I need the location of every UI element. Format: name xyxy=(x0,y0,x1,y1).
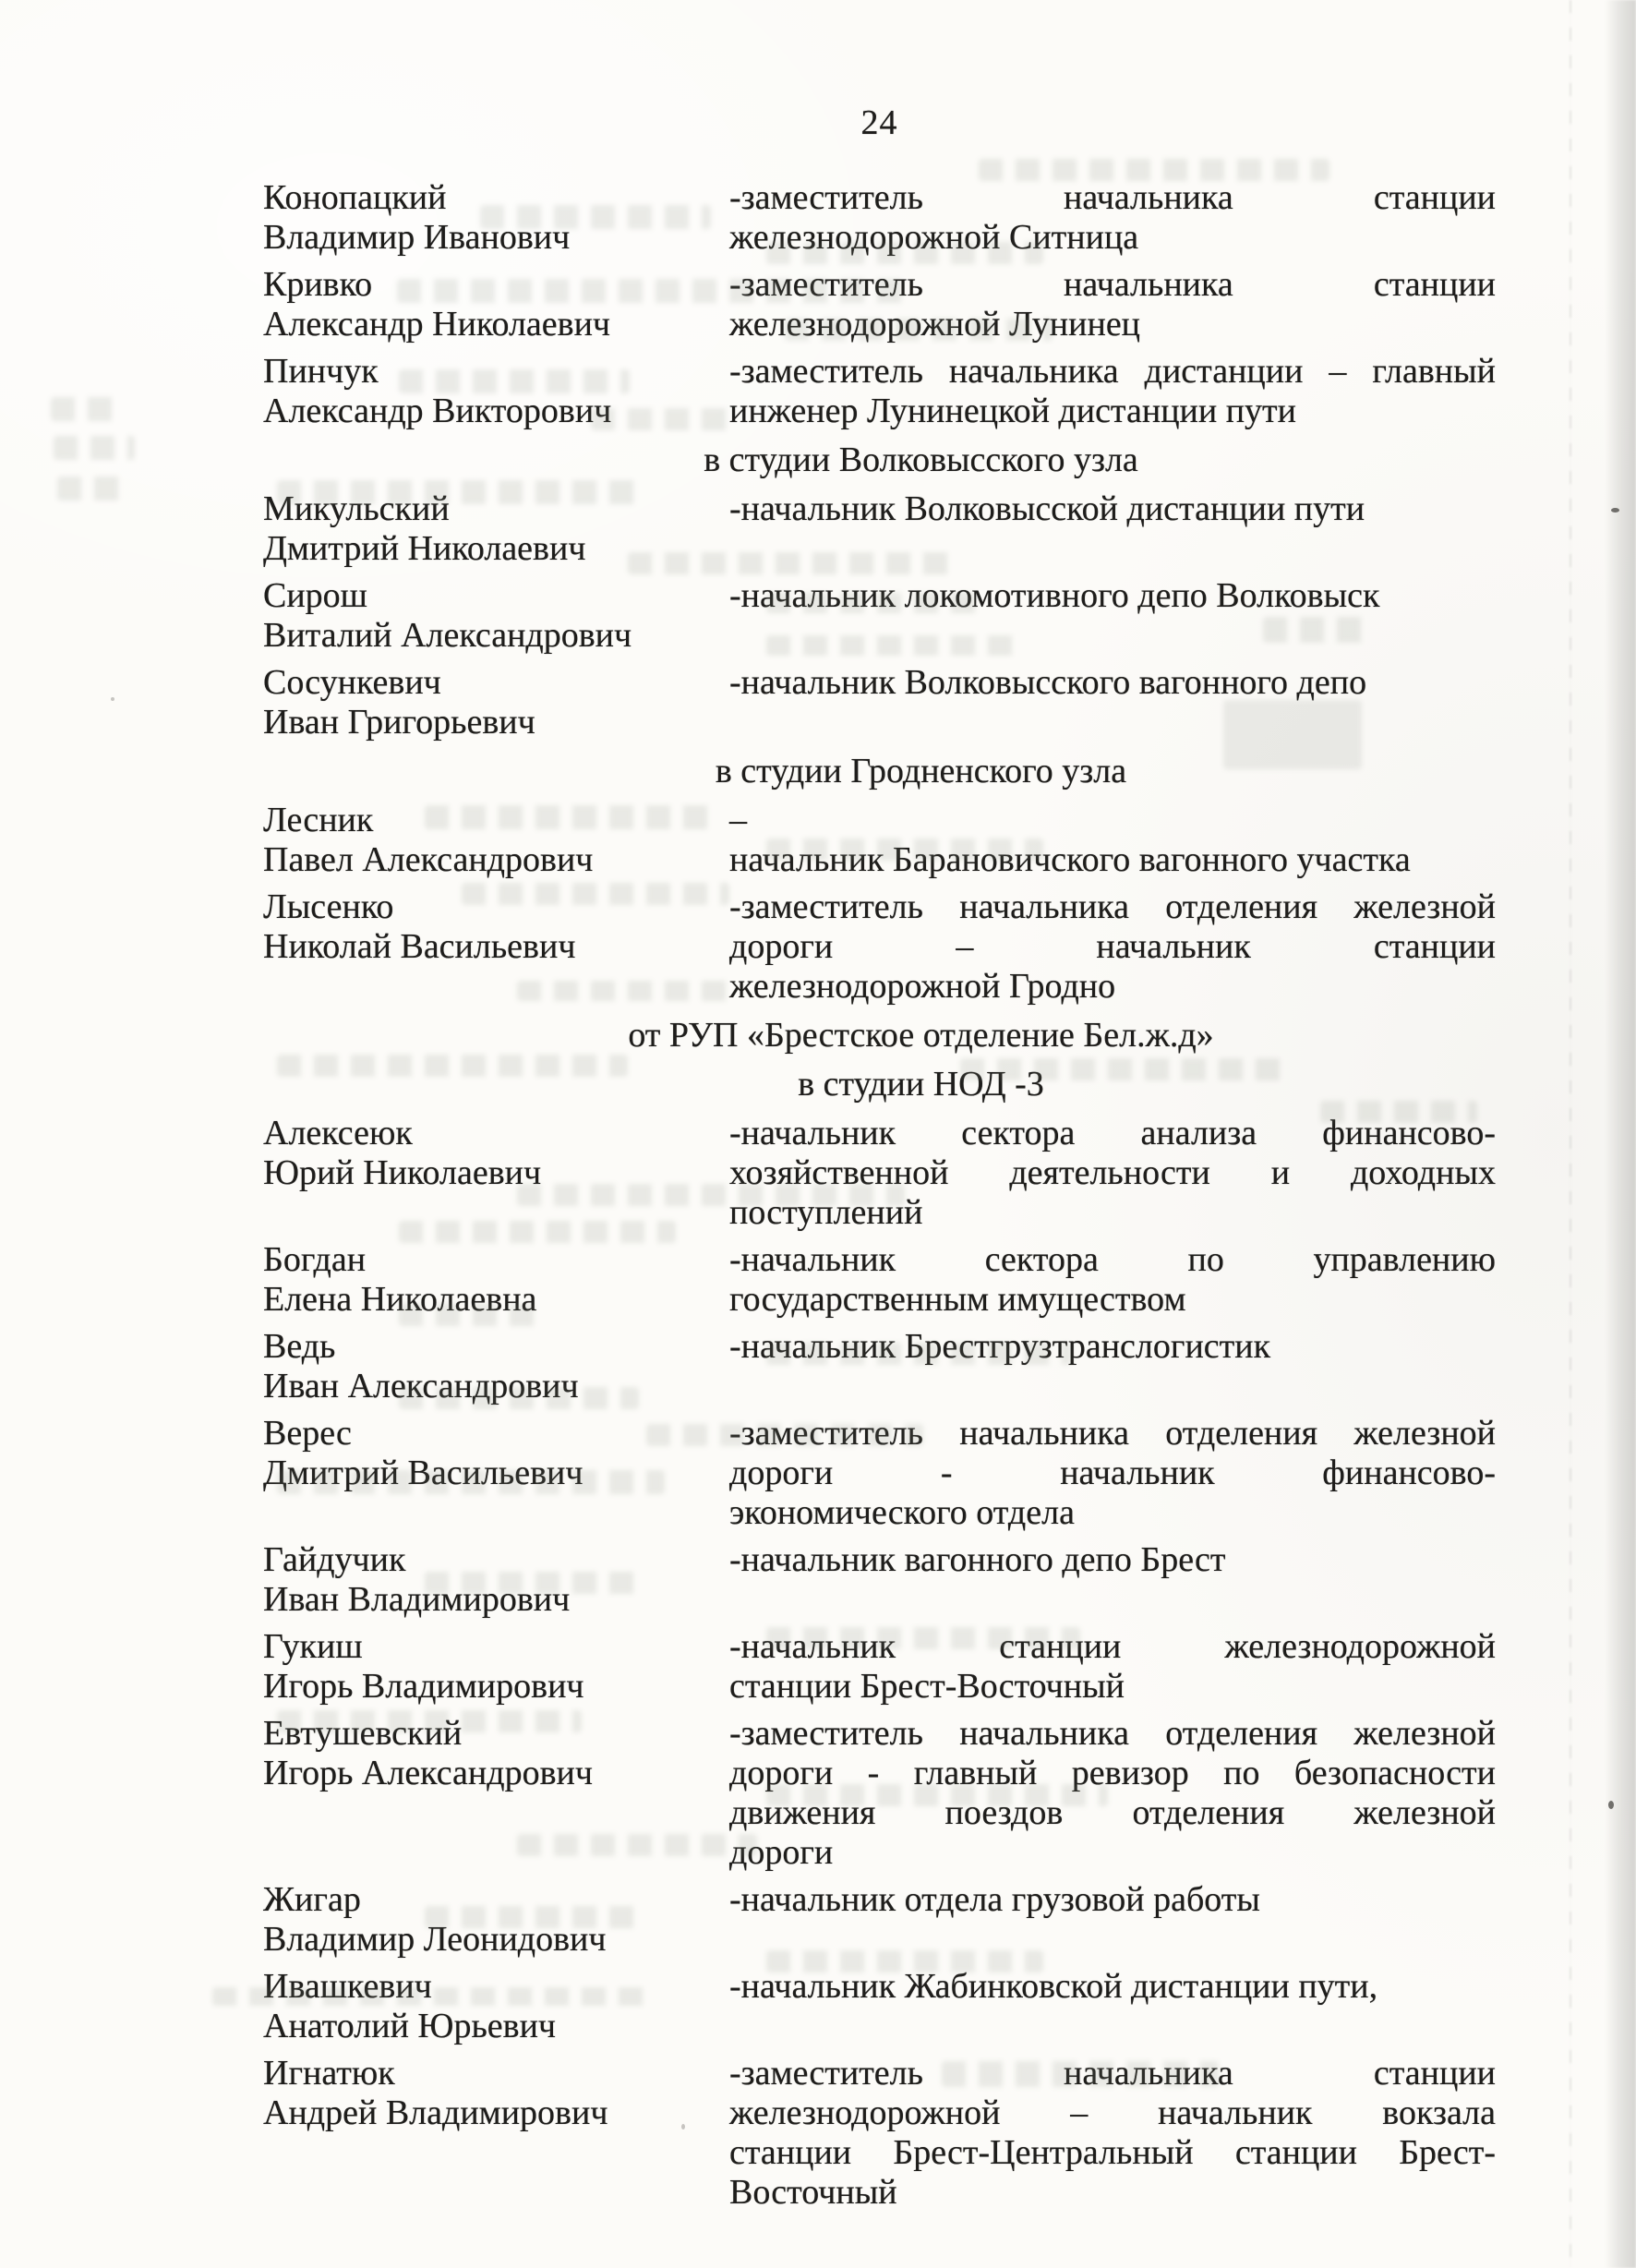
position-description xyxy=(729,1880,1496,1960)
position-description-line: -начальник вагонного депо Брест xyxy=(729,1540,1226,1579)
person-name-line: Виталий Александрович xyxy=(263,616,632,655)
person-name-line: Анатолий Юрьевич xyxy=(263,2007,557,2045)
position-description-line: хозяйственной деятельности и доходных xyxy=(729,1153,1496,1192)
directory-entry xyxy=(263,1327,1496,1406)
position-description xyxy=(729,576,1496,656)
section-heading: в студии НОД -3 xyxy=(798,1065,1044,1104)
position-description-line: -начальник Жабинковской дистанции пути, xyxy=(729,1967,1378,2006)
position-description xyxy=(729,887,1496,1007)
directory-entry xyxy=(263,1414,1496,1533)
person-name-line: Александр Викторович xyxy=(263,392,612,430)
person-name-line: Гайдучик xyxy=(263,1540,406,1579)
position-description-line: -начальник локомотивного депо Волковыск xyxy=(729,576,1380,615)
person-name-line: Иван Владимирович xyxy=(263,1580,571,1619)
position-description xyxy=(729,1327,1496,1406)
directory-entry xyxy=(263,1540,1496,1620)
person-name xyxy=(263,1880,729,1960)
person-name-line: Андрей Владимирович xyxy=(263,2093,608,2132)
person-name xyxy=(263,576,729,656)
position-description-line: дороги xyxy=(729,1833,834,1872)
position-description-line: -начальник отдела грузовой работы xyxy=(729,1880,1260,1919)
position-description xyxy=(729,178,1496,258)
position-description-line: -начальник сектора по управлению xyxy=(729,1240,1496,1279)
person-name xyxy=(263,1327,729,1406)
person-name xyxy=(263,1540,729,1620)
position-description-line: станции Брест-Восточный xyxy=(729,1667,1125,1706)
person-name xyxy=(263,887,729,1007)
person-name xyxy=(263,178,729,258)
directory-entry xyxy=(263,801,1496,880)
position-description-line: -начальник Волковысского вагонного депо xyxy=(729,663,1367,702)
person-name xyxy=(263,265,729,344)
position-description-line: начальник Барановичского вагонного участка xyxy=(729,840,1411,879)
person-name-line: Иван Григорьевич xyxy=(263,703,535,742)
section-heading: в студии Гродненского узла xyxy=(715,752,1127,790)
person-name-line: Сосункевич xyxy=(263,663,441,702)
person-name-line: Евтушевский xyxy=(263,1714,463,1753)
position-description xyxy=(729,663,1496,742)
directory-entry xyxy=(263,489,1496,569)
position-description-line: -заместитель начальника станции xyxy=(729,178,1496,217)
person-name xyxy=(263,663,729,742)
position-description-line: экономического отдела xyxy=(729,1493,1075,1532)
scan-speck xyxy=(111,697,114,701)
person-name xyxy=(263,1627,729,1707)
position-description xyxy=(729,1967,1496,2046)
person-name-line: Иван Александрович xyxy=(263,1367,579,1405)
position-description-line: железнодорожной Гродно xyxy=(729,967,1116,1006)
position-description-line: дороги - начальник финансово- xyxy=(729,1454,1496,1492)
position-description-line: – xyxy=(729,801,747,839)
position-description xyxy=(729,1540,1496,1620)
position-description xyxy=(729,265,1496,344)
position-description-line: -заместитель начальника дистанции – главный xyxy=(729,352,1496,391)
person-name-line: Ведь xyxy=(263,1327,336,1366)
directory-entry xyxy=(263,178,1496,258)
person-name-line: Кривко xyxy=(263,265,373,304)
position-description xyxy=(729,1114,1496,1233)
directory-entry xyxy=(263,1114,1496,1233)
person-name xyxy=(263,1114,729,1233)
person-name xyxy=(263,489,729,569)
position-description xyxy=(729,1240,1496,1320)
position-description xyxy=(729,2054,1496,2213)
scan-speck xyxy=(1608,1801,1614,1809)
directory-entry xyxy=(263,1627,1496,1707)
position-description-line: железнодорожной Ситница xyxy=(729,218,1139,257)
page-number: 24 xyxy=(860,103,898,142)
directory-entry xyxy=(263,1880,1496,1960)
person-name-line: Ивашкевич xyxy=(263,1967,432,2006)
person-name xyxy=(263,1414,729,1533)
person-name-line: Дмитрий Васильевич xyxy=(263,1454,583,1492)
person-name-line: Александр Николаевич xyxy=(263,305,611,344)
scan-speck xyxy=(1611,508,1619,513)
person-name-line: Конопацкий xyxy=(263,178,447,217)
directory-entry xyxy=(263,1967,1496,2046)
position-description-line: поступлений xyxy=(729,1193,923,1232)
position-description-line: дороги – начальник станции xyxy=(729,927,1496,966)
person-name-line: Дмитрий Николаевич xyxy=(263,529,586,568)
person-name-line: Алексеюк xyxy=(263,1114,413,1152)
position-description xyxy=(729,1414,1496,1533)
position-description-line: Восточный xyxy=(729,2173,897,2212)
position-description xyxy=(729,352,1496,431)
person-name-line: Владимир Иванович xyxy=(263,218,571,257)
position-description-line: станции Брест-Центральный станции Брест- xyxy=(729,2133,1496,2172)
position-description xyxy=(729,489,1496,569)
person-name-line: Верес xyxy=(263,1414,352,1453)
position-description-line: -начальник сектора анализа финансово- xyxy=(729,1114,1496,1152)
position-description-line: дороги - главный ревизор по безопасности xyxy=(729,1754,1496,1792)
directory-rows xyxy=(263,178,1496,2213)
person-name xyxy=(263,1714,729,1873)
section-heading: в студии Волковысского узла xyxy=(704,440,1138,479)
position-description-line: -заместитель начальника станции xyxy=(729,265,1496,304)
person-name-line: Игорь Александрович xyxy=(263,1754,593,1792)
page-content xyxy=(263,103,1496,2220)
person-name-line: Пинчук xyxy=(263,352,379,391)
section-heading: от РУП «Брестское отделение Бел.ж.д» xyxy=(628,1016,1214,1055)
directory-entry xyxy=(263,887,1496,1007)
person-name xyxy=(263,2054,729,2213)
directory-entry xyxy=(263,1714,1496,1873)
position-description xyxy=(729,801,1496,880)
person-name xyxy=(263,1967,729,2046)
position-description-line: -заместитель начальника отделения железной xyxy=(729,1714,1496,1753)
person-name-line: Богдан xyxy=(263,1240,367,1279)
person-name-line: Николай Васильевич xyxy=(263,927,576,966)
person-name-line: Владимир Леонидович xyxy=(263,1920,607,1959)
directory-entry xyxy=(263,576,1496,656)
person-name-line: Елена Николаевна xyxy=(263,1280,537,1319)
person-name-line: Игорь Владимирович xyxy=(263,1667,584,1706)
person-name-line: Гукиш xyxy=(263,1627,363,1666)
position-description xyxy=(729,1714,1496,1873)
position-description-line: -заместитель начальника отделения железной xyxy=(729,887,1496,926)
page-fold-line xyxy=(1570,0,1571,2268)
person-name-line: Игнатюк xyxy=(263,2054,395,2093)
person-name-line: Павел Александрович xyxy=(263,840,594,879)
person-name xyxy=(263,1240,729,1320)
directory-entry xyxy=(263,352,1496,431)
scan-speck xyxy=(681,2124,685,2129)
position-description-line: -начальник Брестгрузтранслогистик xyxy=(729,1327,1271,1366)
person-name-line: Сирош xyxy=(263,576,367,615)
directory-entry xyxy=(263,265,1496,344)
position-description-line: -заместитель начальника станции xyxy=(729,2054,1496,2093)
position-description-line: -начальник Волковысской дистанции пути xyxy=(729,489,1365,528)
person-name xyxy=(263,352,729,431)
directory-entry xyxy=(263,663,1496,742)
position-description-line: железнодорожной – начальник вокзала xyxy=(729,2093,1496,2132)
position-description-line: государственным имуществом xyxy=(729,1280,1186,1319)
person-name xyxy=(263,801,729,880)
directory-entry xyxy=(263,2054,1496,2213)
directory-entry xyxy=(263,1240,1496,1320)
person-name-line: Микульский xyxy=(263,489,450,528)
position-description xyxy=(729,1627,1496,1707)
position-description-line: инженер Лунинецкой дистанции пути xyxy=(729,392,1296,430)
person-name-line: Юрий Николаевич xyxy=(263,1153,542,1192)
position-description-line: железнодорожной Лунинец xyxy=(729,305,1141,344)
position-description-line: движения поездов отделения железной xyxy=(729,1793,1496,1832)
position-description-line: -заместитель начальника отделения железной xyxy=(729,1414,1496,1453)
page-edge-shading xyxy=(1605,0,1636,2268)
person-name-line: Жигар xyxy=(263,1880,361,1919)
position-description-line: -начальник станции железнодорожной xyxy=(729,1627,1496,1666)
person-name-line: Лесник xyxy=(263,801,374,839)
person-name-line: Лысенко xyxy=(263,887,394,926)
